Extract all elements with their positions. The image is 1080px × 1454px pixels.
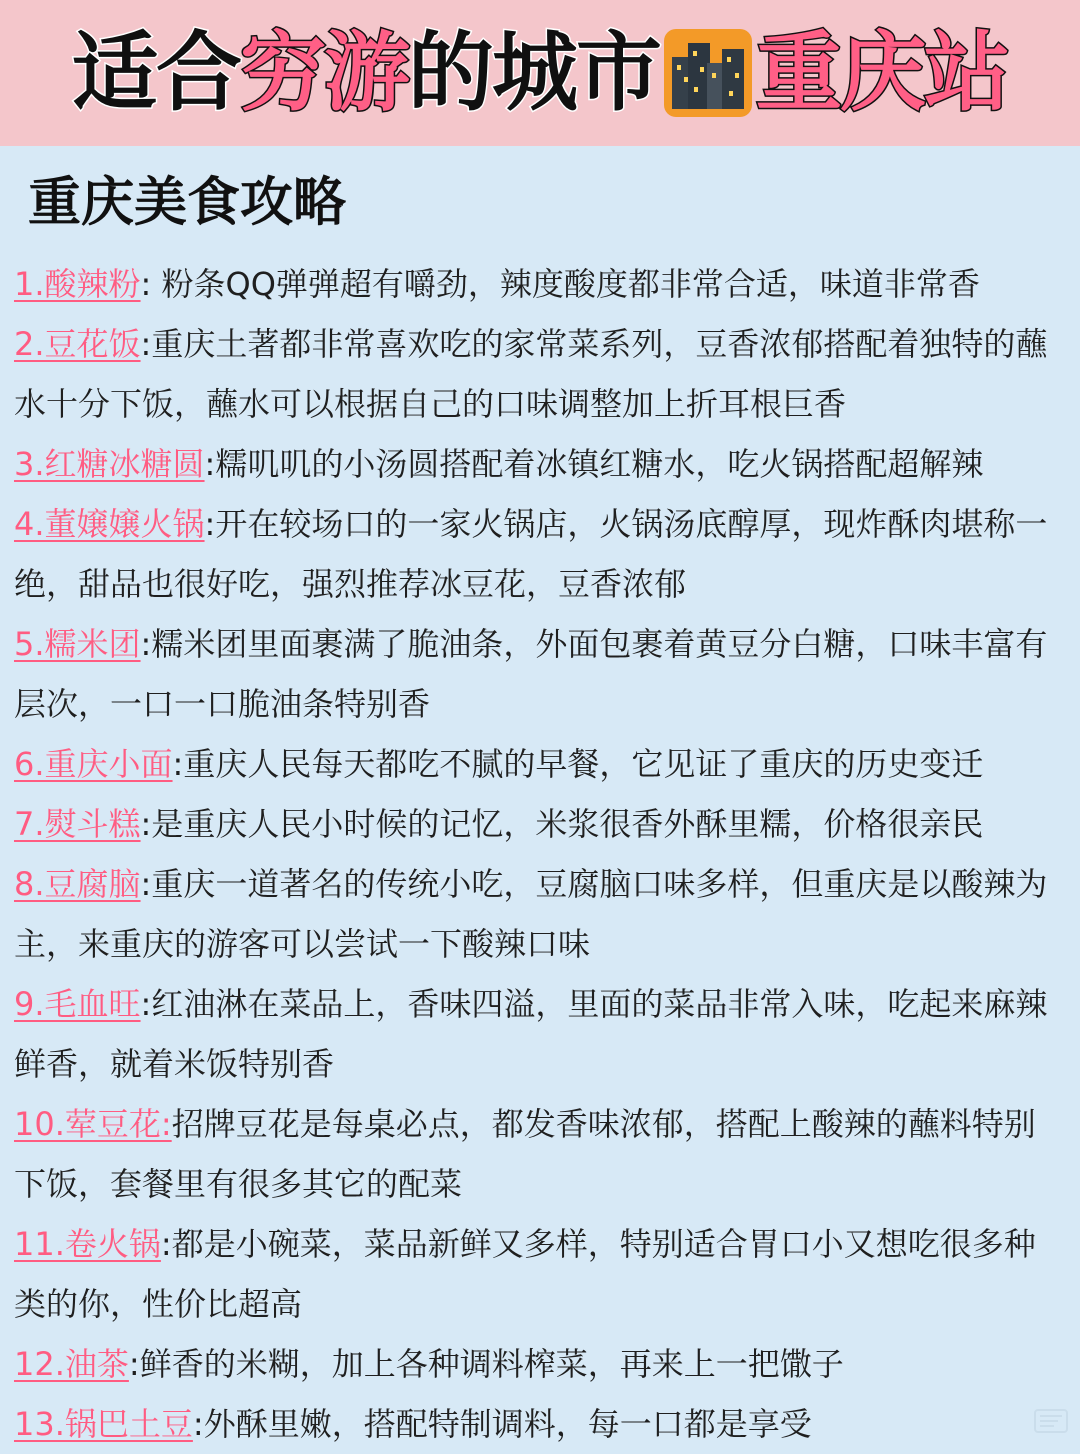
list-item-title: 1.酸辣粉 — [14, 265, 141, 303]
list-item-text: :红油淋在菜品上，香味四溢，里面的菜品非常入味，吃起来麻辣鲜香，就着米饭特别香 — [14, 985, 1048, 1083]
list-item-title: 3.红糖冰糖圆 — [14, 445, 205, 483]
list-item-title: 6.重庆小面 — [14, 745, 173, 783]
list-item-text: 招牌豆花是每桌必点，都发香味浓郁，搭配上酸辣的蘸料特别下饭，套餐里有很多其它的配菜 — [14, 1105, 1036, 1203]
list-item-title: 13.锅巴土豆 — [14, 1405, 193, 1443]
list-item-text: :重庆一道著名的传统小吃，豆腐脑口味多样，但重庆是以酸辣为主，来重庆的游客可以尝试一下酸辣口味 — [14, 865, 1048, 963]
list-item-title: 5.糯米团 — [14, 625, 141, 663]
list-item-text: : 粉条QQ弹弹超有嚼劲，辣度酸度都非常合适，味道非常香 — [140, 265, 980, 303]
list-item — [14, 854, 1060, 974]
page-title — [72, 23, 1008, 123]
food-guide-list — [14, 254, 1060, 1454]
list-item-title: 7.熨斗糕 — [14, 805, 141, 843]
title-part-chongqing-stop: 重庆站 — [756, 23, 1008, 123]
list-item — [14, 974, 1060, 1094]
list-item — [14, 614, 1060, 734]
list-item-title: 9.毛血旺 — [14, 985, 141, 1023]
corner-watermark-icon — [1034, 1409, 1068, 1433]
list-item — [14, 314, 1060, 434]
list-item — [14, 1214, 1060, 1334]
title-banner — [0, 0, 1080, 146]
list-item-text: :糯米团里面裹满了脆油条，外面包裹着黄豆分白糖，口味丰富有层次，一口一口脆油条特别香 — [14, 625, 1048, 723]
list-item-text: :鲜香的米糊，加上各种调料榨菜，再来上一把馓子 — [128, 1345, 844, 1383]
section-title: 重庆美食攻略 — [28, 172, 346, 233]
list-item — [14, 794, 1060, 854]
list-item — [14, 734, 1060, 794]
list-item-text: :是重庆人民小时候的记忆，米浆很香外酥里糯，价格很亲民 — [140, 805, 984, 843]
list-item-title: 8.豆腐脑 — [14, 865, 141, 903]
title-part-suitable: 适合 — [72, 23, 240, 123]
list-item — [14, 494, 1060, 614]
list-item-title: 4.董嬢嬢火锅 — [14, 505, 205, 543]
list-item-text: :开在较场口的一家火锅店，火锅汤底醇厚，现炸酥肉堪称一绝，甜品也很好吃，强烈推荐冰豆花，豆香浓郁 — [14, 505, 1048, 603]
list-item-text: :糯叽叽的小汤圆搭配着冰镇红糖水，吃火锅搭配超解辣 — [204, 445, 984, 483]
list-item-text: :重庆人民每天都吃不腻的早餐，它见证了重庆的历史变迁 — [172, 745, 984, 783]
list-item-title: 11.卷火锅 — [14, 1225, 161, 1263]
list-item — [14, 254, 1060, 314]
list-item-title: 10.荤豆花: — [14, 1105, 172, 1143]
list-item — [14, 1094, 1060, 1214]
list-item — [14, 434, 1060, 494]
title-part-city: 的城市 — [408, 23, 660, 123]
list-item — [14, 1334, 1060, 1394]
list-item-title: 2.豆花饭 — [14, 325, 141, 363]
title-part-budget-travel: 穷游 — [240, 23, 408, 123]
list-item — [14, 1394, 1060, 1454]
city-buildings-icon — [664, 29, 752, 117]
list-item-text: :外酥里嫩，搭配特制调料，每一口都是享受 — [192, 1405, 812, 1443]
list-item-title: 12.油茶 — [14, 1345, 129, 1383]
list-item-text: :重庆土著都非常喜欢吃的家常菜系列，豆香浓郁搭配着独特的蘸水十分下饭，蘸水可以根据自己的口味调整加上折耳根巨香 — [14, 325, 1048, 423]
list-item-text: :都是小碗菜，菜品新鲜又多样，特别适合胃口小又想吃很多种类的你，性价比超高 — [14, 1225, 1036, 1323]
